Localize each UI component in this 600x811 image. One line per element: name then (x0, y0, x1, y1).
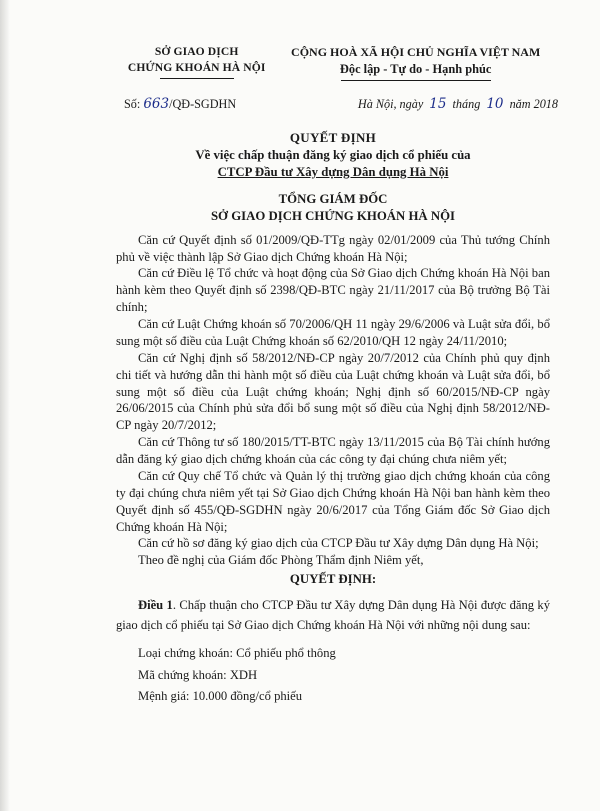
decision-heading: QUYẾT ĐỊNH: (289, 572, 377, 587)
authority-line-1: TỔNG GIÁM ĐỐC (278, 192, 388, 207)
preamble-paragraph: Căn cứ Luật Chứng khoán số 70/2006/QH 11 ngày 29/6/2006 và Luật sửa đổi, bổ sung một số điều của Luật Chứng khoán số 62/2010/QH 12 ngày 24/11/2010; (116, 317, 550, 348)
document-header (116, 44, 550, 81)
motto-underline (341, 80, 491, 81)
issuing-organization (122, 44, 271, 79)
page-edge-shadow (0, 0, 10, 811)
nation-line-1: CỘNG HOÀ XÃ HỘI CHỦ NGHĨA VIỆT NAM (291, 45, 541, 59)
date-month: 10 (486, 96, 504, 113)
list-item: Loại chứng khoán: Cổ phiếu phổ thông (138, 646, 336, 661)
reference-number (124, 95, 236, 113)
date-year: năm 2018 (509, 97, 558, 112)
national-heading (271, 44, 560, 81)
preamble-paragraph: Căn cứ Quyết định số 01/2009/QĐ-TTg ngày 02/01/2009 của Thủ tướng Chính phủ về việc thành lập Sở Giao dịch Chứng khoán Hà Nội; (116, 232, 550, 264)
article-1-label: Điều 1 (138, 598, 173, 613)
preamble-paragraph: Căn cứ Thông tư số 180/2015/TT-BTC ngày 13/11/2015 của Bộ Tài chính hướng dẫn đăng ký giao dịch chứng khoán của các công ty đại chúng chưa niêm yết; (116, 435, 550, 467)
list-item: Mã chứng khoán: XDH (138, 667, 258, 682)
org-underline (160, 78, 234, 79)
date-month-label: tháng (452, 97, 481, 112)
article-1 (116, 596, 550, 635)
list-item: Mệnh giá: 10.000 đồng/cổ phiếu (138, 689, 303, 704)
authority-line-2: SỞ GIAO DỊCH CHỨNG KHOÁN HÀ NỘI (210, 209, 456, 224)
preamble-paragraph: Căn cứ Quy chế Tổ chức và Quản lý thị trường giao dịch chứng khoán của công ty đại chúng chưa niêm yết tại Sở Giao dịch Chứng khoán Hà Nội ban hành kèm theo Quyết định số 455/QĐ-SGDHN ngày 20/6/2017 của Tổng Giám đốc Sở Giao dịch Chứng khoán Hà Nội; (116, 468, 550, 534)
nation-motto: Độc lập - Tự do - Hạnh phúc (339, 61, 492, 76)
article-1-items (116, 643, 550, 707)
preamble-paragraph: Theo đề nghị của Giám đốc Phòng Thẩm định Niêm yết, (138, 553, 424, 568)
article-1-text: . Chấp thuận cho CTCP Đầu tư Xây dựng Dân dụng Hà Nội được đăng ký giao dịch cổ phiếu tại Sở Giao dịch Chứng khoán Hà Nội với những nội dung sau: (116, 598, 550, 632)
preamble-paragraph: Căn cứ Nghị định số 58/2012/NĐ-CP ngày 20/7/2012 của Chính phủ quy định chi tiết và hướng dẫn thi hành một số điều của Luật chứng khoán và Luật sửa đổi, bổ sung một số điều của Luật chứng khoán; Nghị định số 60/2015/NĐ-CP ngày 26/06/2015 của Chính phủ sửa đổi bổ sung một số điều của Nghị định 58/2012/NĐ-CP ngày 20/7/2012; (116, 350, 550, 433)
date-city: Hà Nội, ngày (357, 97, 424, 112)
reference-row (116, 95, 558, 113)
subject-line-2: CTCP Đầu tư Xây dựng Dân dụng Hà Nội (217, 164, 449, 179)
document-body (116, 232, 550, 708)
ref-prefix: Số: (124, 97, 144, 112)
date-line (358, 95, 558, 113)
issuing-authority (116, 191, 550, 226)
preamble-paragraph: Căn cứ Điều lệ Tổ chức và hoạt động của Sở Giao dịch Chứng khoán Hà Nội ban hành kèm theo Quyết định số 2398/QĐ-BTC ngày 21/11/2017 của Bộ trưởng Bộ Tài chính; (116, 266, 550, 315)
document-title: QUYẾT ĐỊNH (289, 130, 377, 146)
org-line-1: SỞ GIAO DỊCH (154, 45, 239, 58)
ref-handwritten-number: 663 (143, 96, 170, 113)
document-subject (116, 147, 550, 182)
subject-line-1: Về việc chấp thuận đăng ký giao dịch cổ phiếu của (195, 147, 471, 162)
ref-suffix: /QĐ-SGDHN (169, 97, 237, 112)
date-day: 15 (429, 96, 447, 113)
preamble-paragraph: Căn cứ hồ sơ đăng ký giao dịch của CTCP Đầu tư Xây dựng Dân dụng Hà Nội; (138, 536, 539, 551)
org-line-2: CHỨNG KHOÁN HÀ NỘI (127, 61, 266, 75)
